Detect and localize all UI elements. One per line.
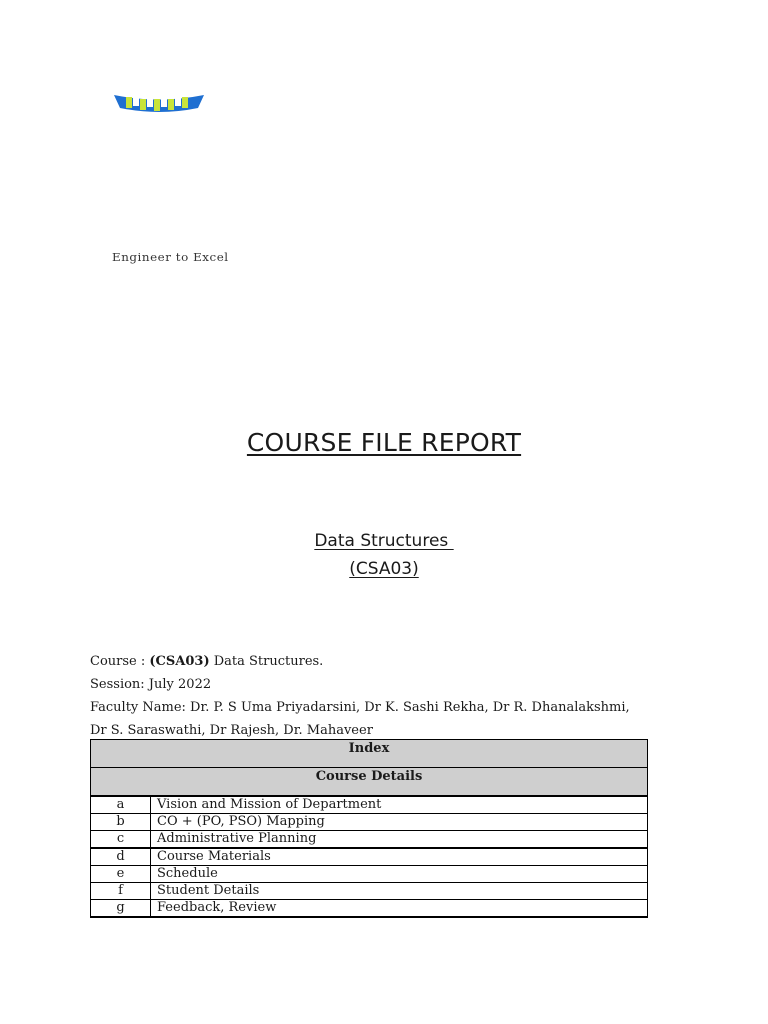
- table-row: [91, 796, 648, 814]
- row-item: Vision and Mission of Department: [151, 796, 648, 814]
- table-row: [91, 814, 648, 831]
- row-code: e: [91, 866, 151, 883]
- row-item: Course Materials: [151, 848, 648, 866]
- course-line: Course : (CSA03) Data Structures.: [90, 654, 324, 669]
- course-code-bold: (CSA03): [149, 654, 210, 669]
- row-item: Schedule: [151, 866, 648, 883]
- course-name: Data Structures: [314, 531, 454, 551]
- index-table: [90, 739, 648, 918]
- row-item: Student Details: [151, 883, 648, 900]
- row-code: c: [91, 831, 151, 849]
- course-details-heading: Course Details: [91, 768, 648, 797]
- session-line: Session: July 2022: [90, 677, 212, 692]
- row-item: Feedback, Review: [151, 900, 648, 918]
- table-row: [91, 900, 648, 918]
- institution-logo: [112, 92, 206, 114]
- faculty-line: Faculty Name: Dr. P. S Uma Priyadarsini, Dr K. Sashi Rekha, Dr R. Dhanalakshmi, Dr S. Saraswathi, Dr Rajesh, Dr. Mahaveer: [90, 700, 630, 738]
- row-code: g: [91, 900, 151, 918]
- row-item: CO + (PO, PSO) Mapping: [151, 814, 648, 831]
- logo-tagline: Engineer to Excel: [112, 251, 229, 264]
- course-meta: [90, 650, 650, 742]
- table-row: [91, 883, 648, 900]
- table-row: [91, 831, 648, 849]
- row-item: Administrative Planning: [151, 831, 648, 849]
- row-code: d: [91, 848, 151, 866]
- report-title: COURSE FILE REPORT: [246, 428, 522, 457]
- table-row: [91, 848, 648, 866]
- course-heading: [0, 527, 768, 583]
- row-code: b: [91, 814, 151, 831]
- course-code: (CSA03): [349, 559, 419, 579]
- row-code: f: [91, 883, 151, 900]
- index-heading: Index: [91, 740, 648, 768]
- row-code: a: [91, 796, 151, 814]
- table-row: [91, 866, 648, 883]
